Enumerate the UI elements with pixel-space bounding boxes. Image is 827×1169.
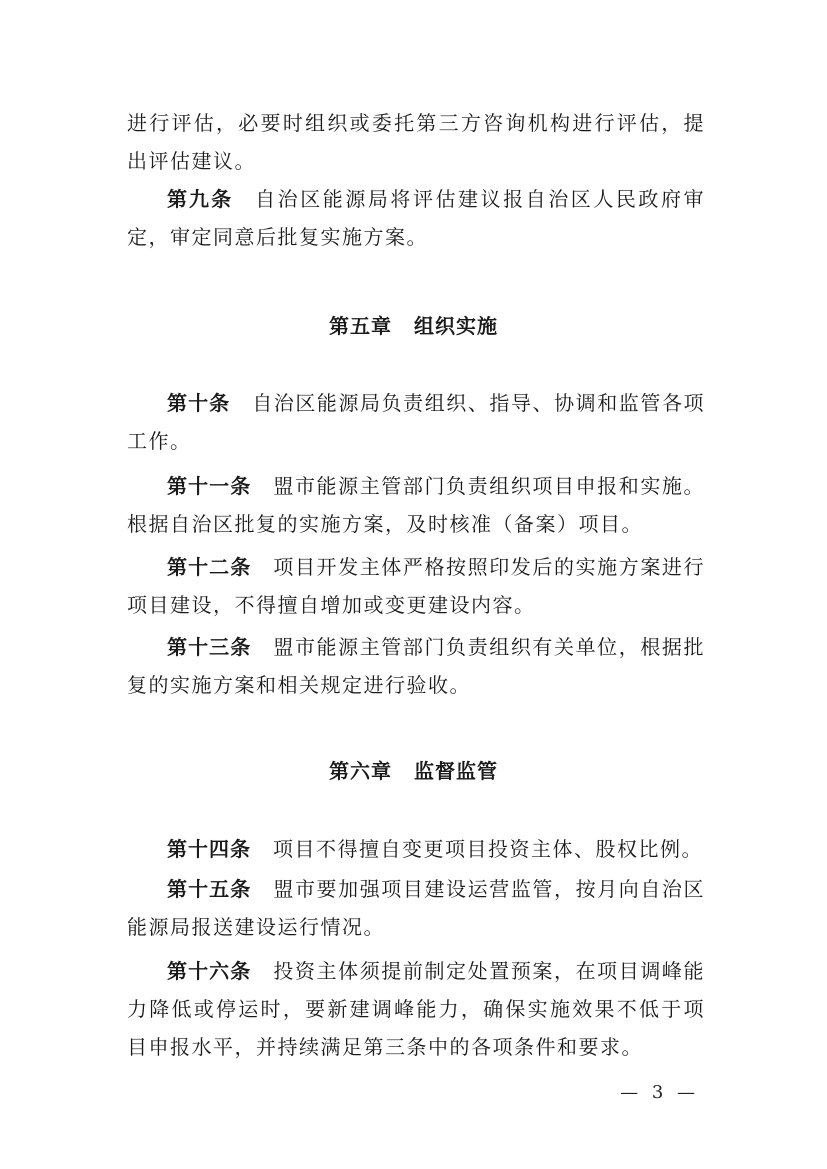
article-9-label: 第九条: [167, 187, 234, 211]
chapter-5-title: 组织实施: [414, 314, 498, 338]
chapter-6-number: 第六章: [329, 759, 392, 783]
article-11-label: 第十一条: [167, 474, 252, 498]
article-9: [127, 180, 705, 256]
page-number: — 3 —: [620, 1082, 699, 1103]
article-10-label: 第十条: [167, 391, 231, 415]
article-14-label: 第十四条: [167, 837, 251, 861]
article-14: [127, 830, 705, 868]
article-12-label: 第十二条: [167, 555, 252, 579]
chapter-6-title: 监督监管: [414, 759, 498, 783]
article-12: [127, 548, 705, 624]
continuation-text: 进行评估，必要时组织或委托第三方咨询机构进行评估，提出评估建议。: [127, 111, 705, 173]
chapter-6-heading: [0, 756, 827, 786]
article-11: [127, 467, 705, 543]
chapter-5-number: 第五章: [329, 314, 392, 338]
article-10: [127, 384, 705, 460]
article-10-text: 自治区能源局负责组织、指导、协调和监管各项工作。: [127, 391, 706, 453]
article-16-text: 投资主体须提前制定处置预案，在项目调峰能力降低或停运时，要新建调峰能力，确保实施效果不低于项目申报水平，并持续满足第三条中的各项条件和要求。: [127, 959, 706, 1059]
article-15: [127, 870, 705, 946]
article-16-label: 第十六条: [167, 959, 252, 983]
chapter-5-heading: [0, 311, 827, 341]
article-9-text: 自治区能源局将评估建议报自治区人民政府审定，审定同意后批复实施方案。: [127, 187, 706, 249]
article-11-text: 盟市能源主管部门负责组织项目申报和实施。根据自治区批复的实施方案，及时核准（备案）项目。: [127, 474, 706, 536]
article-12-text: 项目开发主体严格按照印发后的实施方案进行项目建设，不得擅自增加或变更建设内容。: [127, 555, 706, 617]
article-15-label: 第十五条: [167, 877, 252, 901]
article-16: [127, 952, 705, 1066]
article-13-text: 盟市能源主管部门负责组织有关单位，根据批复的实施方案和相关规定进行验收。: [127, 635, 706, 697]
article-13-label: 第十三条: [167, 635, 252, 659]
article-15-text: 盟市要加强项目建设运营监管，按月向自治区能源局报送建设运行情况。: [127, 877, 706, 939]
article-13: [127, 628, 705, 704]
article-14-text: 项目不得擅自变更项目投资主体、股权比例。: [273, 837, 703, 861]
continuation-paragraph: [127, 104, 705, 180]
